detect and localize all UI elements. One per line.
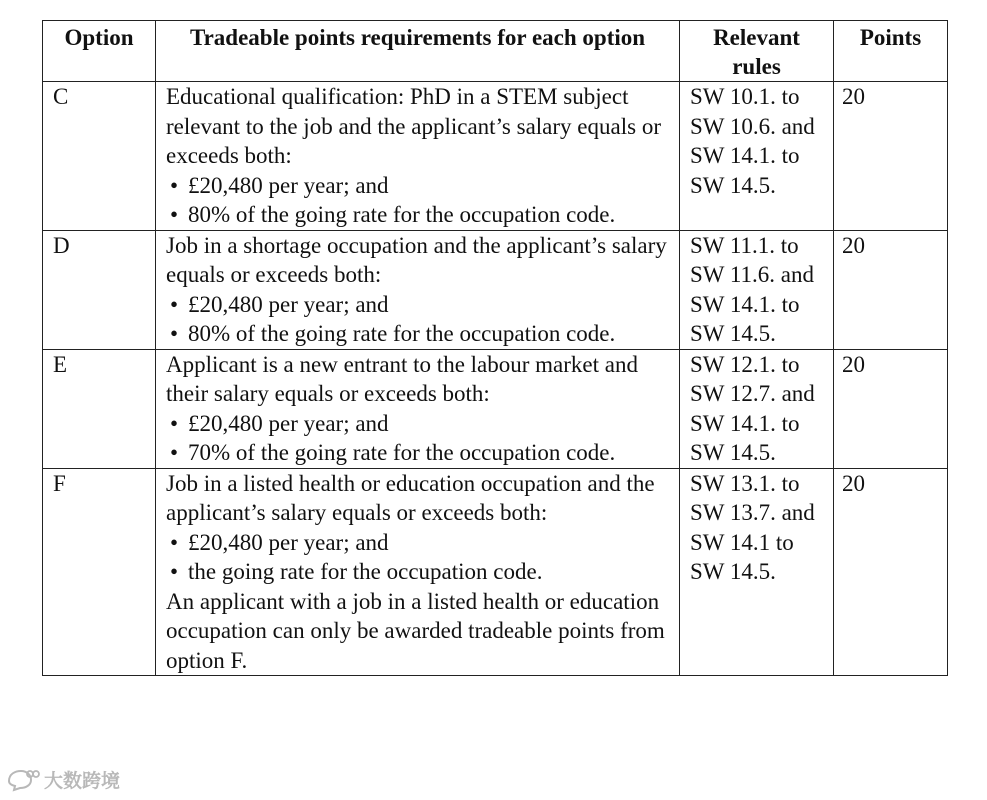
requirement-note: An applicant with a job in a listed health or education occupation can only be awarded tradeable points from option F. (166, 588, 665, 673)
rules-cell: SW 12.1. to SW 12.7. and SW 14.1. to SW 14.5. (680, 349, 834, 468)
rules-cell: SW 11.1. to SW 11.6. and SW 14.1. to SW 14.5. (680, 230, 834, 349)
list-item (166, 409, 673, 439)
option-cell: E (43, 349, 156, 468)
points-cell: 20 (834, 468, 948, 676)
bullet-icon: • (170, 440, 179, 465)
bullet-icon: • (170, 410, 179, 436)
list-item (166, 557, 673, 587)
points-cell: 20 (834, 349, 948, 468)
bullet-icon: • (170, 291, 179, 317)
points-cell: 20 (834, 82, 948, 231)
requirement-intro: Applicant is a new entrant to the labour market and their salary equals or exceeds both: (166, 351, 638, 406)
chat-logo-icon (6, 768, 40, 792)
requirements-cell (156, 349, 680, 468)
rules-cell: SW 10.1. to SW 10.6. and SW 14.1. to SW 14.5. (680, 82, 834, 231)
list-item-text: £20,480 per year; and (188, 291, 389, 317)
bullet-icon: • (170, 321, 179, 346)
requirement-bullets (166, 528, 673, 587)
list-item-text: the going rate for the occupation code. (188, 559, 543, 584)
requirements-cell (156, 468, 680, 676)
requirement-intro: Job in a listed health or education occupation and the applicant’s salary equals or exceeds both: (166, 470, 655, 525)
requirements-cell (156, 82, 680, 231)
table-row (43, 468, 948, 676)
list-item-text: 70% of the going rate for the occupation code. (188, 440, 616, 465)
table-row (43, 82, 948, 231)
bullet-icon: • (170, 172, 179, 198)
list-item (166, 290, 673, 320)
list-item (166, 528, 673, 558)
table-header-row (43, 21, 948, 82)
bullet-icon: • (170, 559, 179, 584)
requirement-intro: Job in a shortage occupation and the applicant’s salary equals or exceeds both: (166, 232, 667, 287)
list-item-text: £20,480 per year; and (188, 529, 389, 555)
tradeable-points-table (42, 20, 948, 676)
requirement-intro: Educational qualification: PhD in a STEM subject relevant to the job and the applicant’s salary equals or exceeds both: (166, 84, 661, 168)
requirement-bullets (166, 290, 673, 349)
header-requirements: Tradeable points requirements for each option (156, 21, 680, 82)
header-points: Points (834, 21, 948, 82)
list-item (166, 438, 673, 468)
header-option: Option (43, 21, 156, 82)
bullet-icon: • (170, 202, 179, 227)
table-row (43, 230, 948, 349)
requirements-cell (156, 230, 680, 349)
list-item (166, 319, 673, 349)
option-cell: F (43, 468, 156, 676)
points-cell: 20 (834, 230, 948, 349)
list-item-text: £20,480 per year; and (188, 172, 389, 198)
rules-cell: SW 13.1. to SW 13.7. and SW 14.1 to SW 14.5. (680, 468, 834, 676)
table-row (43, 349, 948, 468)
header-rules: Relevant rules (680, 21, 834, 82)
list-item (166, 171, 673, 201)
list-item-text: 80% of the going rate for the occupation code. (188, 321, 616, 346)
list-item (166, 200, 673, 230)
option-cell: D (43, 230, 156, 349)
requirement-bullets (166, 409, 673, 468)
watermark (6, 766, 120, 793)
list-item-text: 80% of the going rate for the occupation code. (188, 202, 616, 227)
list-item-text: £20,480 per year; and (188, 410, 389, 436)
requirement-bullets (166, 171, 673, 230)
watermark-text: 大数跨境 (44, 770, 121, 792)
option-cell: C (43, 82, 156, 231)
bullet-icon: • (170, 529, 179, 555)
